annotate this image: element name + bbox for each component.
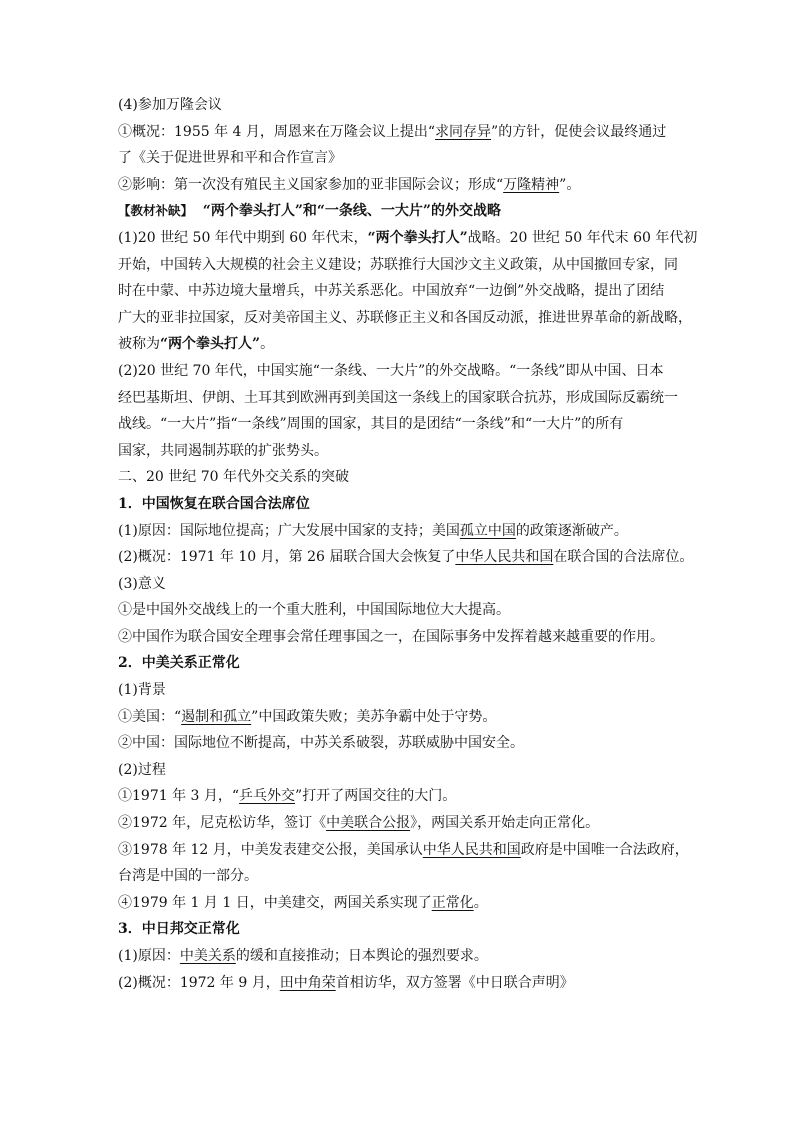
paragraph-line	[118, 438, 678, 465]
text-segment: ②影响：第一次没有殖民主义国家参加的亚非国际会议；形成“	[118, 176, 504, 193]
sino-us-process-4	[118, 890, 678, 917]
paragraph-line	[118, 225, 698, 252]
un-title: 1．中国恢复在联合国合法席位	[118, 495, 310, 512]
text-segment: ”中国政策失败；美苏争霸中处于守势。	[251, 708, 497, 725]
part-title: 二、20 世纪 70 年代外交关系的突破	[118, 469, 349, 486]
text-segment: (3)意义	[118, 575, 166, 592]
text-segment: 被称为“两个拳头打人”。	[118, 336, 275, 353]
text-segment: (2)概况：1972 年 9 月，	[118, 974, 280, 991]
text-segment: 的政策逐渐破产。	[515, 522, 628, 539]
sino-jp-heading	[118, 916, 678, 943]
text-segment: ”。	[559, 176, 581, 193]
paragraph-line	[118, 411, 678, 438]
supplement-paragraph-2	[118, 358, 678, 464]
wanlong-overview-line-2	[118, 145, 678, 172]
paragraph-line	[118, 305, 692, 332]
text-segment: (2)概况：1971 年 10 月，第 26 届联合国大会恢复了	[118, 549, 456, 566]
sino-us-process-2	[118, 810, 678, 837]
supplement-heading	[118, 198, 678, 225]
text-segment: ②中国：国际地位不断提高，中苏关系破裂，苏联威胁中国安全。	[118, 735, 524, 752]
underlined-term: 乒乓外交	[239, 788, 296, 805]
paragraph-line	[118, 278, 678, 305]
text-segment: (1)背景	[118, 682, 166, 699]
sino-us-process-3	[118, 837, 689, 864]
text-segment: ②1972 年，尼克松访华，签订《	[118, 815, 327, 832]
text-segment: ①是中国外交战线上的一个重大胜利，中国国际地位大大提高。	[118, 602, 510, 619]
wanlong-overview-line-1	[118, 119, 678, 146]
text-segment: 台湾是中国的一部分。	[118, 868, 258, 885]
text-segment: 。	[473, 894, 488, 911]
wanlong-impact-line	[118, 172, 678, 199]
sino-us-process-title	[118, 757, 678, 784]
un-meaning-2	[118, 624, 678, 651]
sino-jp-overview	[118, 970, 678, 997]
part-heading	[118, 464, 678, 491]
text-segment: ”的方针，促使会议最终通过	[491, 123, 667, 140]
underlined-term: 遏制和孤立	[181, 708, 252, 725]
text-segment: 的缓和直接推动；日本舆论的强烈要求。	[235, 948, 488, 964]
text-segment: ①美国：“	[118, 708, 182, 725]
underlined-term: 求同存异	[435, 123, 492, 140]
un-reason-line	[118, 518, 678, 545]
text-segment: ①1971 年 3 月，“	[118, 788, 240, 805]
sino-us-bg-2	[118, 730, 678, 757]
text-segment: 国家，共同遏制苏联的扩张势头。	[118, 442, 328, 459]
text-segment: ③1978 年 12 月，中美发表建交公报，美国承认	[118, 841, 423, 858]
text-segment: 首相访华，双方签署《中日联合声明》	[335, 974, 574, 991]
section-heading-wanlong	[118, 92, 678, 119]
text-segment: ②中国作为联合国安全理事会常任理事国之一，在国际事务中发挥着越来越重要的作用。	[118, 628, 664, 645]
text-segment: 战线。“一大片”指“一条线”周围的国家，其目的是团结“一条线”和“一大片”的所有	[118, 416, 624, 433]
underlined-term: 中华人民共和国	[422, 841, 521, 858]
bold-term: “两个拳头打人”	[160, 336, 261, 353]
underlined-term: 万隆精神	[503, 176, 560, 193]
underlined-term: 田中角荣	[279, 974, 336, 991]
un-overview-line	[118, 544, 694, 571]
text-segment: (2)20 世纪 70 年代，中国实施“一条线、一大片”的外交战略。“一条线”即从中国、日本	[118, 362, 664, 379]
sino-us-process-1	[118, 783, 678, 810]
paragraph-line	[118, 331, 678, 358]
underlined-term: 中美联合公报	[326, 815, 411, 832]
sino-jp-reason	[118, 943, 678, 970]
un-heading	[118, 491, 678, 518]
paragraph-line	[118, 385, 678, 412]
text-segment: 了《关于促进世界和平和合作宣言》	[118, 150, 342, 167]
text-segment: ①概况：1955 年 4 月，周恩来在万隆会议上提出“	[118, 123, 436, 140]
un-meaning-title	[118, 571, 678, 598]
supplement-paragraph-1	[118, 225, 698, 358]
text-segment: 广大的亚非拉国家，反对美帝国主义、苏联修正主义和各国反动派，推进世界革命的新战略，	[118, 309, 692, 326]
text-segment: (2)过程	[118, 761, 166, 778]
underlined-term: 正常化	[431, 894, 474, 911]
sino-us-title: 2．中美关系正常化	[118, 655, 240, 672]
underlined-term: 中美关系	[179, 948, 236, 964]
text-segment: 在联合国的合法席位。	[553, 549, 694, 566]
supplement-tag: 【教材补缺】	[118, 203, 194, 219]
sino-us-bg-1	[118, 704, 678, 731]
text-segment: 政府是中国唯一合法政府，	[520, 841, 689, 858]
underlined-term: 孤立中国	[459, 522, 516, 539]
bold-term: “两个拳头打人”	[367, 229, 468, 246]
text-segment: 开始，中国转入大规模的社会主义建设；苏联推行大国沙文主义政策，从中国撤回专家，同	[118, 256, 678, 273]
sino-us-process-3-cont	[118, 863, 678, 890]
text-segment: (1)20 世纪 50 年代中期到 60 年代末，“两个拳头打人”战略。20 世纪 50 年代末 60 年代初	[118, 229, 698, 246]
paragraph-line	[118, 358, 678, 385]
text-segment: 时在中蒙、中苏边境大量增兵，中苏关系恶化。中国放弃“一边倒”外交战略，提出了团结	[118, 283, 665, 300]
text-segment: ④1979 年 1 月 1 日，中美建交，两国关系实现了	[118, 894, 432, 911]
sino-us-heading	[118, 650, 678, 677]
text-segment: 》，两国关系开始走向正常化。	[410, 815, 600, 832]
text-segment: (1)原因：国际地位提高；广大发展中国家的支持；美国	[118, 522, 460, 539]
supplement-title: “两个拳头打人”和“一条线、一大片”的外交战略	[202, 203, 501, 220]
text-segment: (1)原因：	[118, 948, 180, 964]
sino-us-bg-title	[118, 677, 678, 704]
text-segment: ”打开了两国交往的大门。	[295, 788, 457, 805]
document-body	[118, 92, 698, 996]
sino-jp-title: 3．中日邦交正常化	[118, 921, 240, 938]
section-title: (4)参加万隆会议	[118, 97, 222, 113]
paragraph-line	[118, 252, 678, 279]
un-meaning-1	[118, 597, 678, 624]
text-segment: 经巴基斯坦、伊朗、土耳其到欧洲再到美国这一条线上的国家联合抗苏，形成国际反霸统一	[118, 389, 678, 406]
underlined-term: 中华人民共和国	[455, 549, 554, 566]
